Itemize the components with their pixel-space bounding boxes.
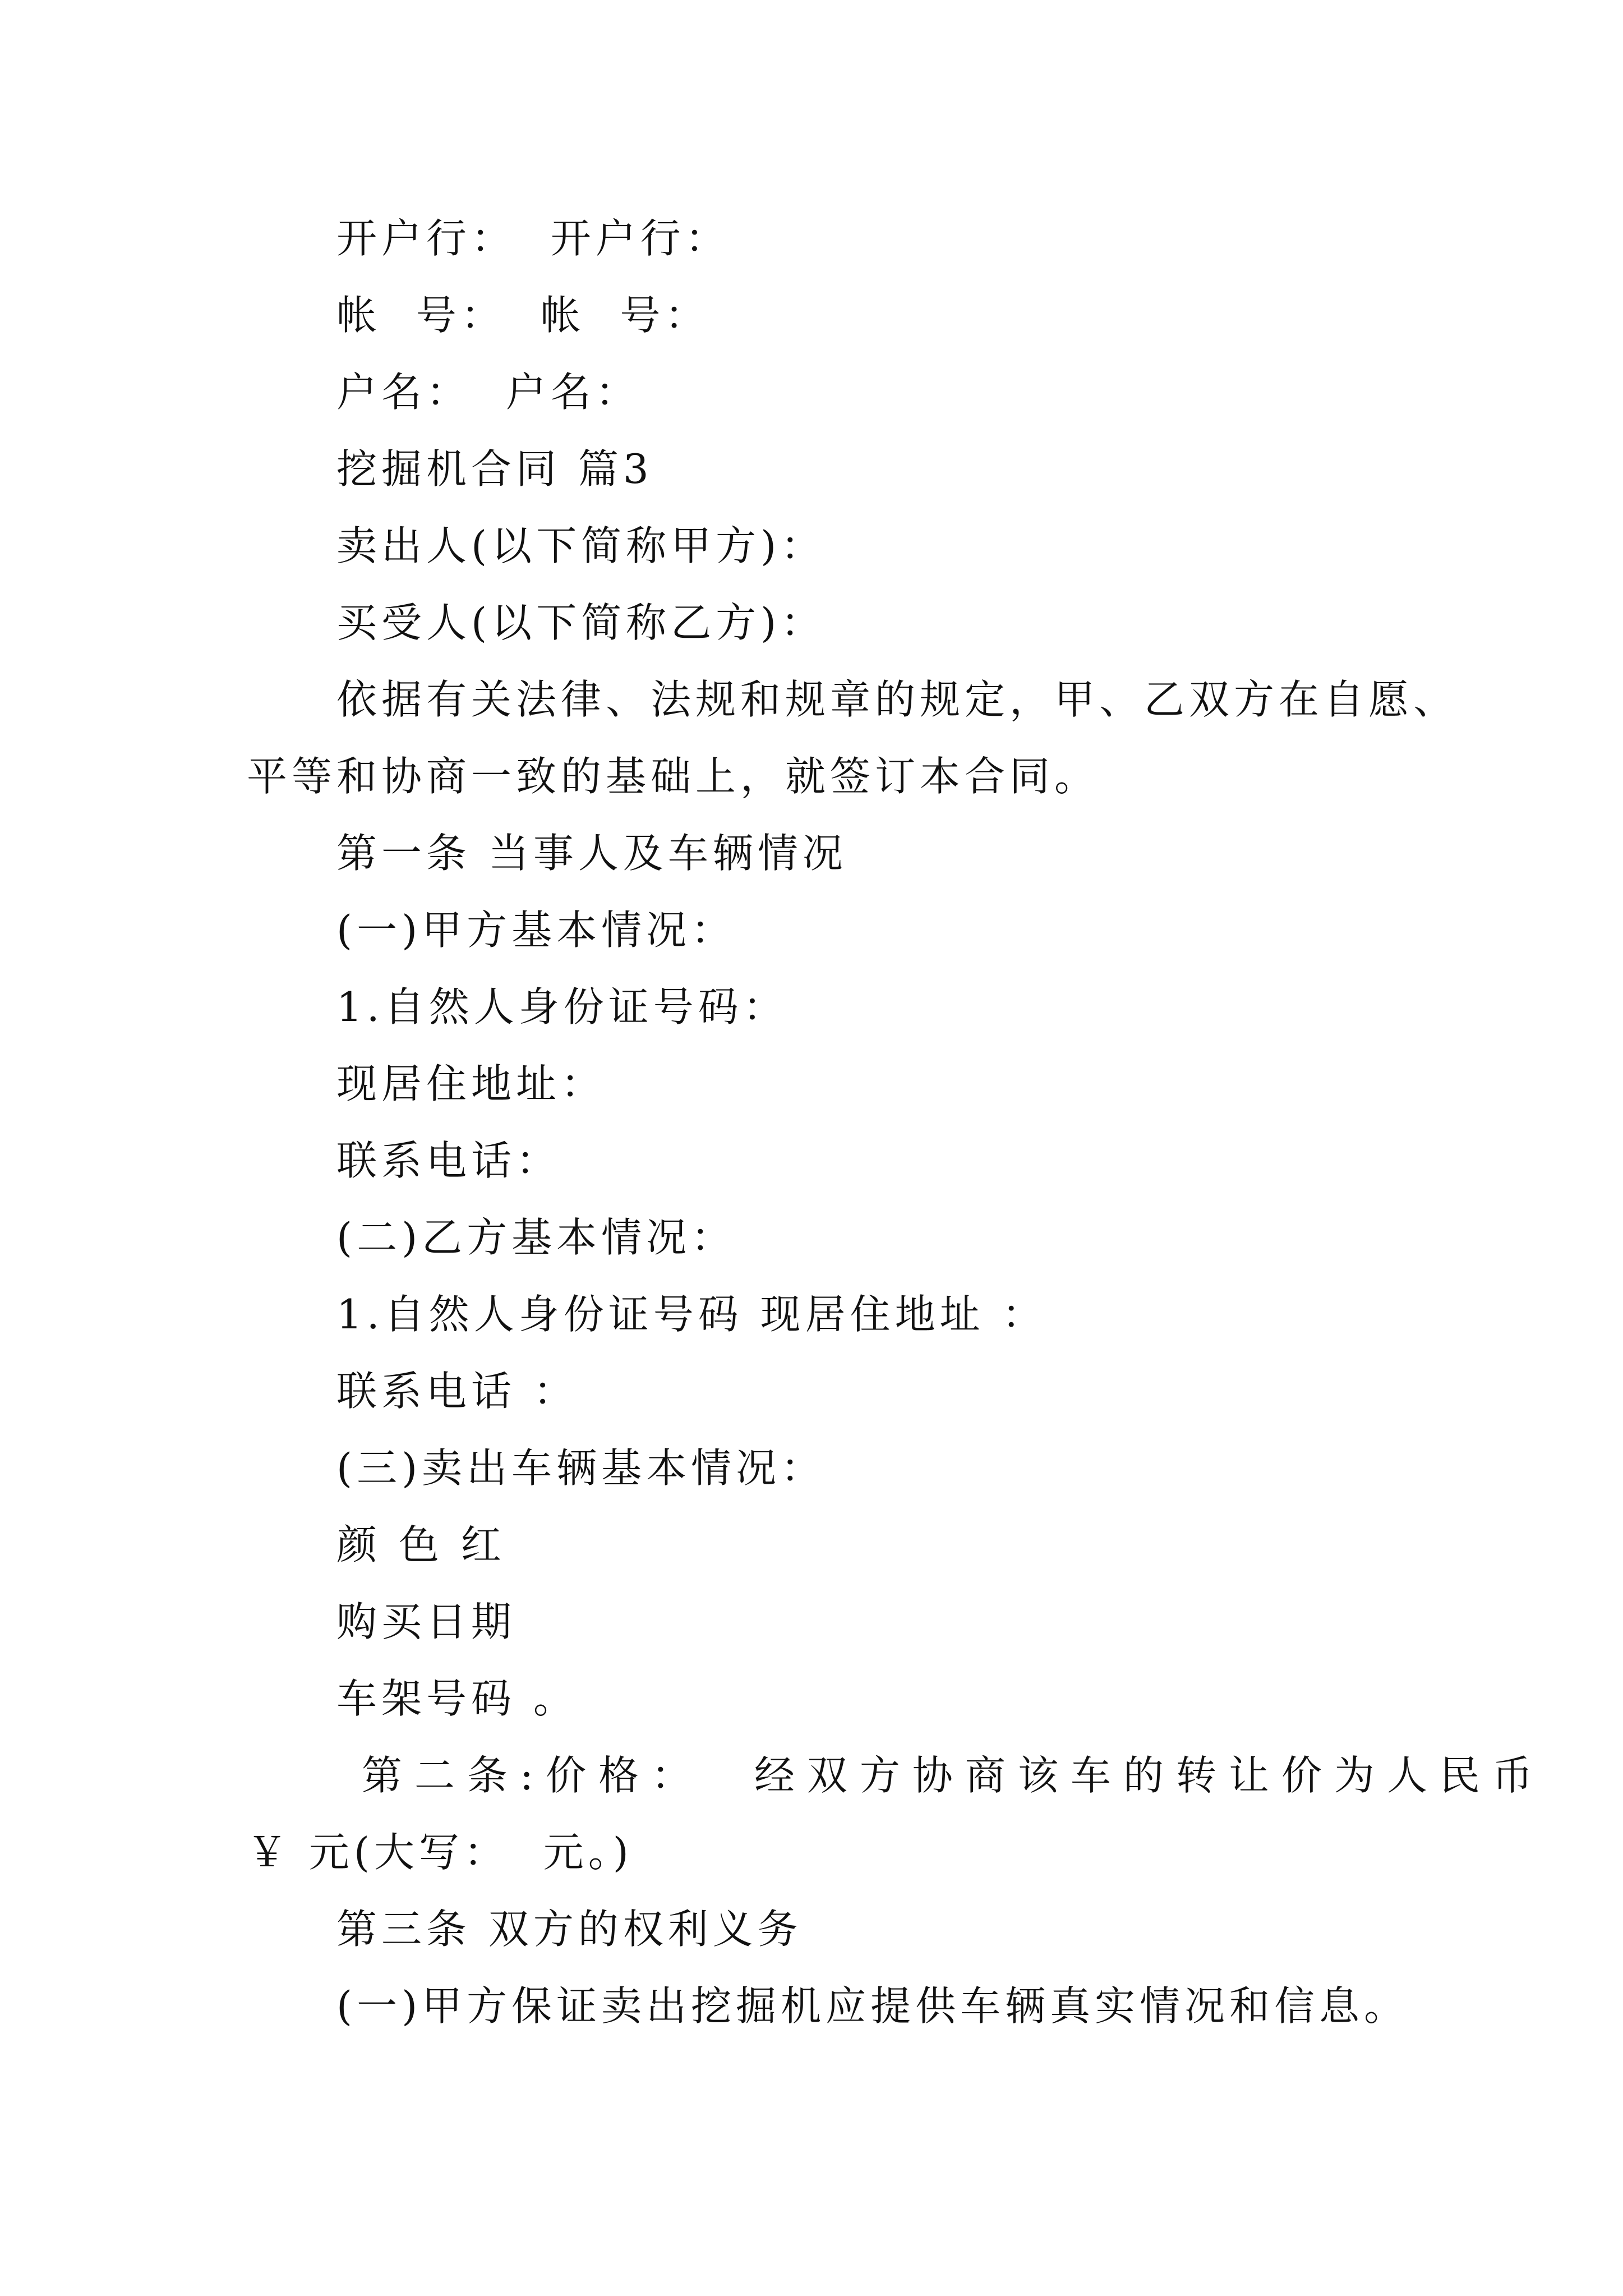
preamble-line-2: 平等和协商一致的基础上，就签订本合同。 (247, 753, 1100, 800)
bank-line: 开户行： 开户行： (336, 215, 730, 262)
article-3-heading: 第三条 双方的权利义务 (336, 1906, 803, 1953)
vehicle-frame-number-line: 车架号码 。 (336, 1675, 578, 1722)
party-a-address-line: 现居住地址： (336, 1060, 606, 1107)
section-title: 挖掘机合同 篇3 (336, 445, 653, 493)
account-name-line: 户名： 户名： (336, 369, 640, 416)
party-a-id-line: 1.自然人身份证号码： (336, 983, 788, 1030)
article-2-price-line: 第二条:价格： 经双方协商该车的转让价为人民币 (336, 1752, 1545, 1799)
preamble-line-1: 依据有关法律、法规和规章的规定，甲、乙双方在自愿、 (336, 676, 1459, 723)
vehicle-color-line: 颜 色 红 (336, 1521, 506, 1568)
party-a-phone-line: 联系电话： (336, 1137, 561, 1184)
party-a-heading: (一)甲方基本情况： (336, 907, 736, 954)
account-number-line: 帐 号： 帐 号： (336, 292, 710, 339)
party-b-heading: (二)乙方基本情况： (336, 1214, 736, 1261)
party-b-id-address-line: 1.自然人身份证号码 现居住地址 ： (336, 1291, 1047, 1338)
buyer-line: 买受人(以下简称乙方)： (336, 599, 826, 646)
price-amount-line: ￥ 元(大写： 元。) (247, 1829, 633, 1876)
vehicle-purchase-date-line: 购买日期 (336, 1598, 517, 1645)
article-3-item-1: (一)甲方保证卖出挖掘机应提供车辆真实情况和信息。 (336, 1982, 1409, 2030)
article-1-heading: 第一条 当事人及车辆情况 (336, 830, 847, 877)
party-b-phone-line: 联系电话 ： (336, 1368, 578, 1415)
vehicle-heading: (三)卖出车辆基本情况： (336, 1444, 826, 1492)
seller-line: 卖出人(以下简称甲方)： (336, 522, 826, 569)
